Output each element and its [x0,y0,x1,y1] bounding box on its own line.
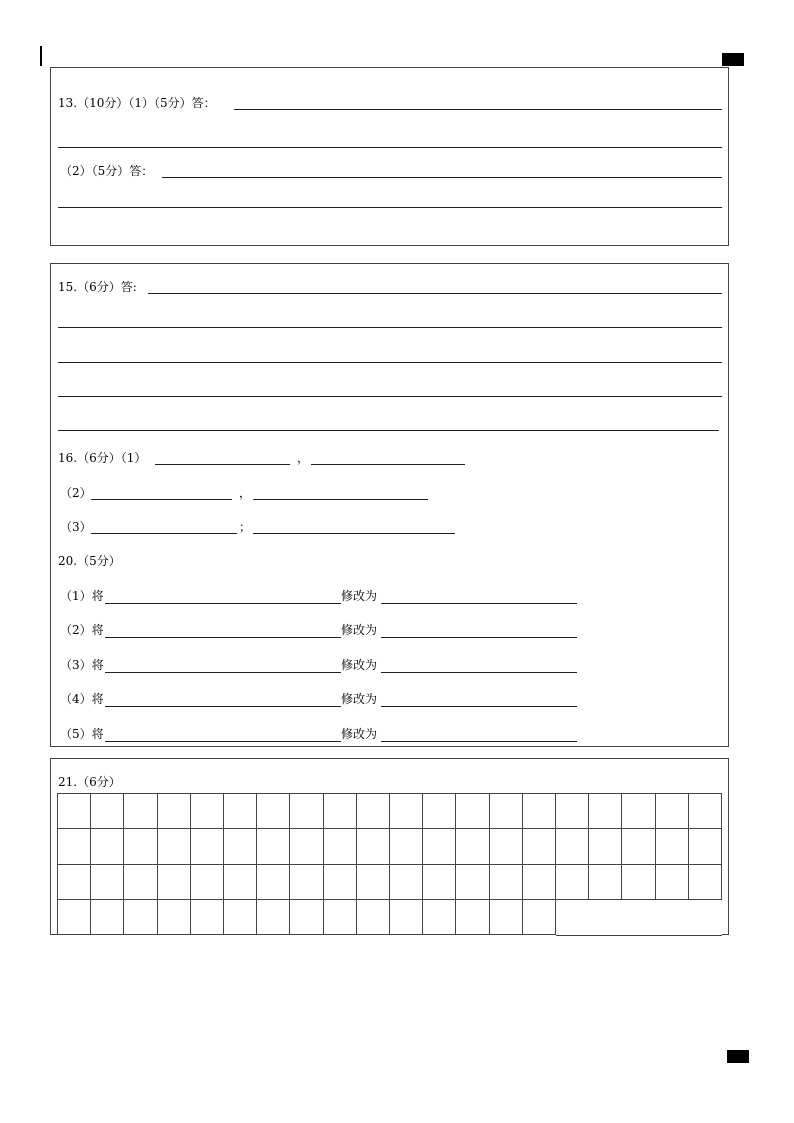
q20-item-3-modify-label: 修改为 [341,658,378,672]
q21-grid-cell[interactable] [191,794,224,829]
q21-grid-cell[interactable] [257,794,290,829]
q21-grid-cell[interactable] [91,900,124,935]
q16-part2-blank-b[interactable] [253,499,428,500]
q21-grid-cell[interactable] [357,794,390,829]
left-edge-mark [40,46,42,66]
q21-grid-cell[interactable] [523,794,556,829]
q21-grid-cell[interactable] [390,865,423,900]
q21-grid-cell[interactable] [456,900,489,935]
q13-part1-answer-line-2[interactable] [58,147,722,148]
q13-part2-answer-line[interactable] [162,177,722,178]
q21-grid-cell[interactable] [556,794,589,829]
q16-part3-blank-b[interactable] [253,533,455,534]
q21-grid-cell[interactable] [390,829,423,864]
q21-grid-cell[interactable] [523,900,556,935]
q20-item-3-revised-blank[interactable] [381,672,577,673]
q20-item-4-number: （4）将 [60,692,104,706]
q16-part1-blank-b[interactable] [311,464,465,465]
q13-label: 13.（10分）（1）（5分）答： [58,96,216,110]
q20-item-4-revised-blank[interactable] [381,706,577,707]
q16-part2-separator: ， [239,486,252,500]
q21-grid-cell[interactable] [324,865,357,900]
q15-answer-line-1[interactable] [148,293,722,294]
q21-grid-cell[interactable] [191,900,224,935]
q21-grid-cell[interactable] [290,865,323,900]
q20-item-2-original-blank[interactable] [105,637,341,638]
q21-grid-cell[interactable] [224,865,257,900]
q21-grid-cell[interactable] [490,900,523,935]
q21-grid-cell[interactable] [91,829,124,864]
top-right-corner-mark [722,53,744,66]
q20-item-4-original-blank[interactable] [105,706,341,707]
q21-grid-cell[interactable] [456,794,489,829]
q21-grid-cell[interactable] [158,900,191,935]
q21-grid-cell[interactable] [589,865,622,900]
q21-grid-cell[interactable] [689,794,722,829]
q21-grid-cell[interactable] [91,794,124,829]
q21-grid-cell[interactable] [290,829,323,864]
q21-grid-cell[interactable] [257,900,290,935]
q16-part1-blank-a[interactable] [155,464,290,465]
q21-grid-cell[interactable] [191,829,224,864]
q16-part3-separator: ； [239,520,252,534]
q21-grid-cell[interactable] [456,865,489,900]
q21-grid-cell[interactable] [490,829,523,864]
q21-grid-cell[interactable] [556,865,589,900]
q21-grid-cell[interactable] [224,794,257,829]
q20-item-1-number: （1）将 [60,589,104,603]
q21-writing-grid[interactable] [57,793,722,935]
q21-grid-cell[interactable] [589,829,622,864]
q21-grid-cell[interactable] [124,900,157,935]
q20-item-5-original-blank[interactable] [105,741,341,742]
q16-part1-separator: ， [297,451,310,465]
q21-grid-cell[interactable] [390,794,423,829]
q21-grid-cell[interactable] [689,865,722,900]
q21-grid-cell[interactable] [490,794,523,829]
q21-grid-cell[interactable] [423,829,456,864]
q13-part2-answer-line-2[interactable] [58,207,722,208]
q21-grid-cell[interactable] [257,829,290,864]
q20-item-2-number: （2）将 [60,623,104,637]
q20-item-4-modify-label: 修改为 [341,692,378,706]
q21-grid-cell[interactable] [357,900,390,935]
q21-grid-cell[interactable] [390,900,423,935]
q15-answer-line-5[interactable] [58,430,719,431]
q21-grid-cell[interactable] [324,900,357,935]
q21-grid-cell[interactable] [224,900,257,935]
q20-item-1-modify-label: 修改为 [341,589,378,603]
q21-grid-cell[interactable] [158,829,191,864]
q21-grid-cell[interactable] [257,865,290,900]
q21-grid-cell[interactable] [556,829,589,864]
q21-grid-cell[interactable] [191,865,224,900]
q21-grid-cell[interactable] [589,794,622,829]
q21-grid-cell[interactable] [622,865,655,900]
q21-grid-cell[interactable] [58,829,91,864]
q20-item-5-number: （5）将 [60,727,104,741]
q21-grid-cell[interactable] [523,865,556,900]
q21-grid-cell[interactable] [689,829,722,864]
q21-grid-cell[interactable] [622,794,655,829]
q21-grid-cell[interactable] [423,794,456,829]
q13-part2-label: （2）（5分）答： [60,164,154,178]
q20-item-5-modify-label: 修改为 [341,727,378,741]
q20-item-2-modify-label: 修改为 [341,623,378,637]
q21-grid-cell[interactable] [490,865,523,900]
q16-part2-label: （2） [60,486,92,500]
q20-item-5-revised-blank[interactable] [381,741,577,742]
q21-grid-cell[interactable] [656,865,689,900]
q21-grid-cell[interactable] [622,829,655,864]
q15-label: 15.（6分）答: [58,280,137,294]
q15-answer-line-3[interactable] [58,362,722,363]
q15-q16-q20-answer-box [50,263,729,747]
q21-label: 21.（6分） [58,775,121,789]
q16-part3-blank-a[interactable] [91,533,237,534]
q20-item-1-revised-blank[interactable] [381,603,577,604]
q16-part2-blank-a[interactable] [91,499,232,500]
q21-grid-cell[interactable] [91,865,124,900]
q21-grid-cell[interactable] [324,794,357,829]
q21-grid-cell[interactable] [423,900,456,935]
q21-grid-cell[interactable] [124,865,157,900]
q21-grid-cell[interactable] [357,829,390,864]
q21-grid-cell[interactable] [656,794,689,829]
q20-label: 20.（5分） [58,554,121,568]
q16-label: 16.（6分）（1） [58,451,147,465]
q21-grid-cell[interactable] [58,865,91,900]
q21-grid-cell[interactable] [324,829,357,864]
q21-grid-cell[interactable] [357,865,390,900]
q20-item-3-number: （3）将 [60,658,104,672]
q21-grid-cell[interactable] [456,829,489,864]
q20-item-3-original-blank[interactable] [105,672,341,673]
q20-item-1-original-blank[interactable] [105,603,341,604]
q21-grid-cell[interactable] [290,794,323,829]
q21-grid-cell[interactable] [523,829,556,864]
q21-grid-cell[interactable] [158,794,191,829]
q21-grid-cell[interactable] [124,829,157,864]
q21-grid-cell[interactable] [290,900,323,935]
q15-answer-line-4[interactable] [58,396,722,397]
q16-part3-label: （3） [60,520,92,534]
q21-grid-cell[interactable] [423,865,456,900]
q21-grid-cell[interactable] [224,829,257,864]
q21-grid-cell[interactable] [58,900,91,935]
q21-grid-cell[interactable] [158,865,191,900]
q21-grid-cell[interactable] [124,794,157,829]
bottom-right-corner-mark [727,1050,749,1063]
q20-item-2-revised-blank[interactable] [381,637,577,638]
q13-answer-box [50,67,729,246]
q21-grid-cell[interactable] [656,829,689,864]
q21-grid-empty-area [556,900,722,936]
q15-answer-line-2[interactable] [58,327,722,328]
q21-grid-cell[interactable] [58,794,91,829]
q13-part1-answer-line[interactable] [234,109,722,110]
